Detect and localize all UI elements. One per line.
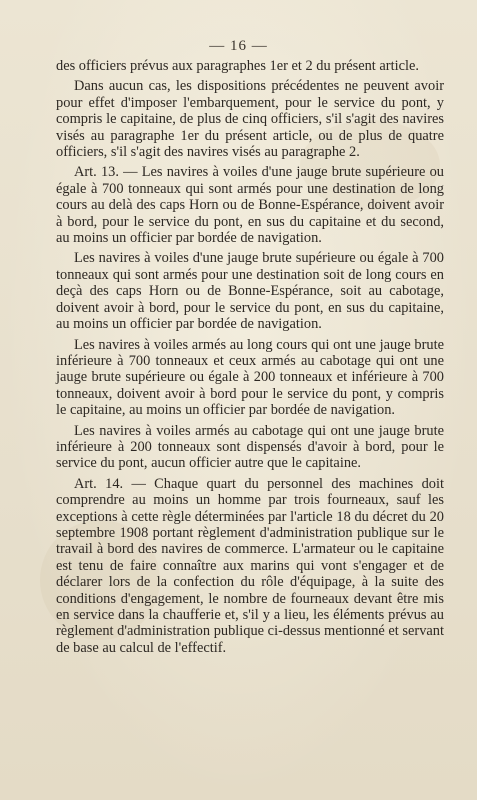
paragraph: Les navires à voiles armés au cabotage qui ont une jauge brute inférieure à 200 tonneaux sont dispensés d'avoir à bord, pour le service du pont, aucun officier autre que le capitaine. [56, 422, 444, 472]
paragraph-continuation: des officiers prévus aux paragraphes 1er et 2 du présent article. [56, 58, 419, 74]
page-number: — 16 — [209, 38, 268, 54]
paragraph-article-14: Art. 14. — Chaque quart du personnel des machines doit comprendre au moins un homme par trois fourneaux, sauf les exceptions à cette règle déterminées par l'article 18 du décret du 20 septembre 1908 portant règlement d'administration publique sur le travail à bord des navires de commerce. L'armateur ou le capitaine est tenu de faire connaître aux marins qui vont s'engager et de déclarer lors de la confection du rôle d'équipage, à la suite des conditions d'engagement, le nombre de fourneaux devant être mis en service dans la chaufferie et, s'il y a lieu, les éléments prévus au règlement d'administration publique ci-dessus mentionné et servant de base au calcul de l'effectif. [56, 475, 444, 656]
paragraph: Les navires à voiles d'une jauge brute supérieure ou égale à 700 tonneaux qui sont armés pour une destination soit de long cours en deçà des caps Horn ou de Bonne-Espérance, soit au cabotage, doivent avoir à bord, pour le service du pont, en sus du capitaine, au moins un officier par bordée de navigation. [56, 250, 444, 333]
body-text [56, 58, 444, 656]
paragraph: Les navires à voiles armés au long cours qui ont une jauge brute inférieure à 700 tonneaux et ceux armés au cabotage qui ont une jauge brute supérieure ou égale à 200 tonneaux et inférieure à 700 tonneaux, doivent avoir à bord pour le service du pont, y compris le capitaine, au moins un officier par bordée de navigation. [56, 336, 444, 419]
paragraph-article-13: Art. 13. — Les navires à voiles d'une jauge brute supérieure ou égale à 700 tonneaux qui sont armés pour une destination de long cours au delà des caps Horn ou de Bonne-Espérance, doivent avoir à bord, pour le service du pont, en sus du capitaine et du second, au moins un officier par bordée de navigation. [56, 164, 444, 247]
paragraph: Dans aucun cas, les dispositions précédentes ne peuvent avoir pour effet d'imposer l'embarquement, pour le service du pont, y compris le capitaine, de plus de cinq officiers, s'il s'agit des navires visés au paragraphe 1er du présent article, ou de plus de quatre officiers, s'il s'agit des navires visés au paragraphe 2. [56, 78, 444, 161]
